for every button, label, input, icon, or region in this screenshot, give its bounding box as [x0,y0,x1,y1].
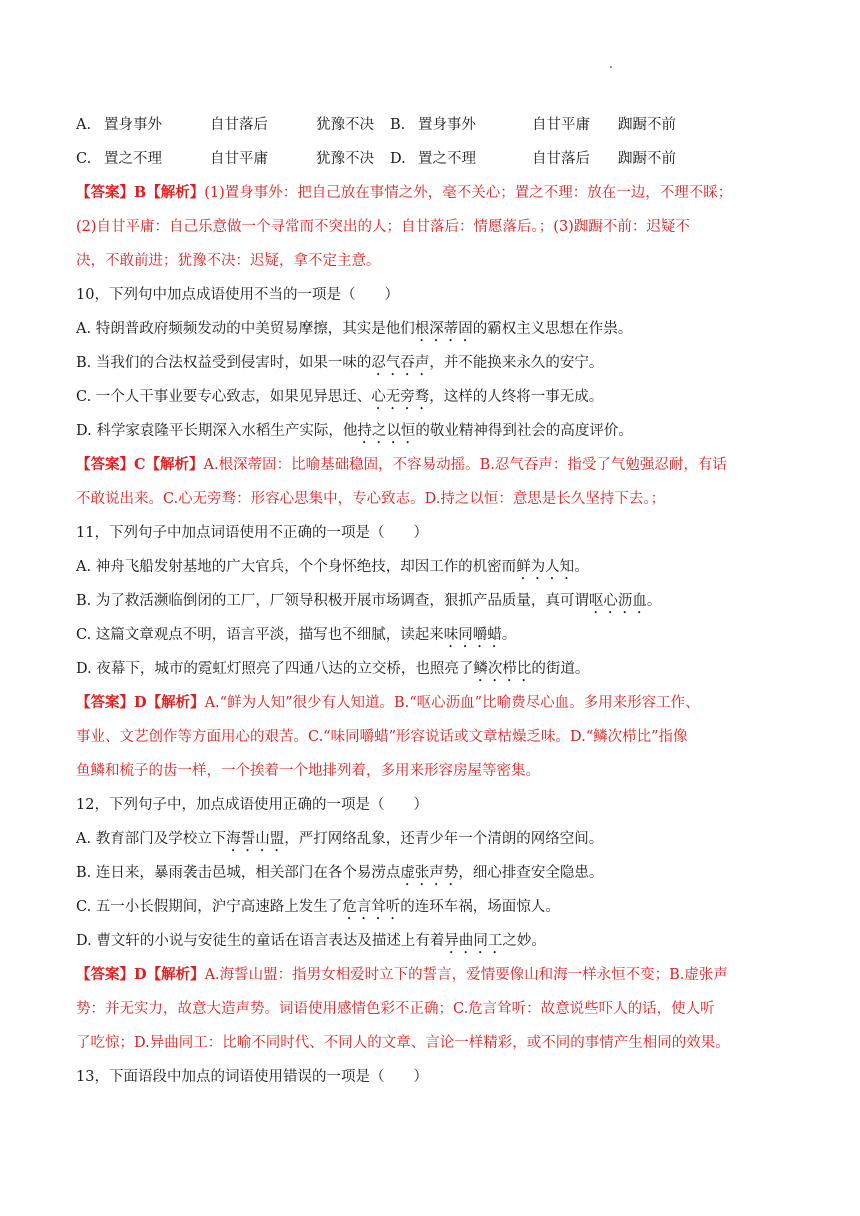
option-label-d: D. [390,151,406,167]
option-text: D. 夜幕下，城市的霓虹灯照亮了四通八达的立交桥，也照亮了 [76,661,474,677]
option-text: ，这样的人终将一事无成。 [429,389,604,405]
option-text: 的连环车祸，场面惊人。 [400,899,560,915]
q11-option-d [76,652,790,686]
answer-text: A.根深蒂固：比喻基础稳固，不容易动摇。B.忍气吞声：指受了气勉强忍耐，有话 [203,457,727,473]
option-text: 。 [574,559,589,575]
q9-answer-line2: (2)自甘平庸：自己乐意做一个寻常而不突出的人；自甘落后：情愿落后。；(3)踟蹰不前：迟疑不 [76,219,690,235]
answer-tag: 【答案】D【解析】 [76,966,205,983]
q10-option-c [76,380,790,414]
option-label-b: B. [390,117,406,133]
option-text: C. 这篇文章观点不明，语言平淡，描写也不细腻，读起来 [76,627,444,643]
dotted-idiom: 虚张声势 [400,865,459,881]
q10-stem: 10，下列句中加点成语使用不当的一项是（ ） [76,287,399,303]
option-c-word1: 置之不理 [104,151,162,167]
option-text: B. 连日来，暴雨袭击邑城，相关部门在各个易涝点 [76,865,401,881]
dotted-idiom: 忍气吞声 [371,355,430,371]
dotted-idiom: 危言耸听 [342,899,401,915]
q12-answer-line1 [76,958,790,992]
dotted-idiom: 鲜为人知 [516,559,575,575]
q12-answer-line2: 势：并无实力，故意大造声势。词语使用感情色彩不正确；C.危言耸听：故意说些吓人的话，使人听 [76,1001,715,1017]
dotted-idiom: 鳞次栉比 [473,661,532,677]
option-text: D. 曹文轩的小说与安徒生的童话在语言表达及描述上有着 [76,933,445,949]
answer-text: (1)置身事外：把自己放在事情之外，毫不关心；置之不理：放在一边，不理不睬； [204,185,733,201]
content-area [76,108,790,1094]
q11-option-b [76,584,790,618]
dotted-idiom: 呕心沥血 [588,593,647,609]
q9-options-row2 [76,142,790,176]
option-text: A. 教育部门及学校立下 [76,831,227,847]
option-text: 之妙。 [502,933,546,949]
dotted-idiom: 海誓山盟 [226,831,285,847]
q12-option-a [76,822,790,856]
option-b-word3: 踟蹰不前 [618,117,676,133]
dotted-idiom: 心无旁骛 [371,389,430,405]
q10-answer-line1 [76,448,790,482]
q11-answer-line2: 事业、文艺创作等方面用心的艰苦。C.“味同嚼蜡”形容说话或文章枯燥乏味。D.“鳞次栉比”指像 [76,729,688,745]
q12-option-b [76,856,790,890]
option-text: 的敬业精神得到社会的高度评价。 [415,423,633,439]
q12-answer-line3: 了吃惊；D.异曲同工：比喻不同时代、不同人的文章、言论一样精彩，或不同的事情产生相同的效果。 [76,1035,730,1051]
option-text: 的霸权主义思想在作祟。 [472,321,633,337]
option-text: 。 [646,593,662,609]
answer-text: A.海誓山盟：指男女相爱时立下的誓言，爱情要像山和海一样永恒不变；B.虚张声 [204,967,728,983]
option-a-word1: 置身事外 [104,117,162,133]
dotted-idiom: 持之以恒 [357,423,416,439]
answer-tag: 【答案】C【解析】 [76,456,204,473]
dotted-idiom: 味同嚼蜡 [443,627,502,643]
answer-tag: 【答案】B【解析】 [76,184,205,201]
option-a-word3: 犹豫不决 [316,117,374,133]
answer-tag: 【答案】D【解析】 [76,694,205,711]
option-c-word2: 自甘平庸 [210,151,268,167]
option-text: B. 为了救活濒临倒闭的工厂，厂领导积极开展市场调查，狠抓产品质量，真可谓 [76,593,589,609]
option-text: C. 一个人干事业要专心致志，如果见异思迁、 [76,389,372,405]
option-d-word1: 置之不理 [418,151,476,167]
option-a-word2: 自甘落后 [210,117,268,133]
q10-option-d [76,414,790,448]
answer-text: A.“鲜为人知”很少有人知道。B.“呕心沥血”比喻费尽心血。多用来形容工作、 [204,695,700,711]
q9-answer-line3: 决，不敢前进；犹豫不决：迟疑，拿不定主意。 [76,253,381,269]
option-label-a: A. [76,117,92,133]
dotted-idiom: 根深蒂固 [414,321,473,337]
q12-option-c [76,890,790,924]
q10-answer-line2: 不敢说出来。C.心无旁骛：形容心思集中，专心致志。D.持之以恒：意思是长久坚持下去。； [76,491,666,507]
option-c-word3: 犹豫不决 [316,151,374,167]
option-text: B. 当我们的合法权益受到侵害时，如果一味的 [76,355,372,371]
q11-option-a [76,550,790,584]
option-d-word3: 踟蹰不前 [618,151,676,167]
option-text: ，细心排查安全隐患。 [458,865,604,881]
q10-option-b [76,346,790,380]
q10-option-a [76,312,790,346]
option-text: D. 科学家袁隆平长期深入水稻生产实际，他 [76,423,358,439]
option-text: ，严打网络乱象，还青少年一个清朗的网络空间。 [284,831,604,847]
q12-option-d [76,924,790,958]
option-text: A. 神舟飞船发射基地的广大官兵，个个身怀绝技，却因工作的机密而 [76,559,517,575]
option-text: 。 [501,627,517,643]
q11-option-c [76,618,790,652]
q11-answer-line1 [76,686,790,720]
option-b-word1: 置身事外 [418,117,476,133]
q11-answer-line3: 鱼鳞和梳子的齿一样，一个挨着一个地排列着，多用来形容房屋等密集。 [76,763,540,779]
option-text: ，并不能换来永久的安宁。 [429,355,604,371]
option-b-word2: 自甘平庸 [532,117,590,133]
q9-options-row1 [76,108,790,142]
option-text: 的街道。 [531,661,590,677]
header-dot [610,66,612,68]
q13-stem: 13，下面语段中加点的词语使用错误的一项是（ ） [76,1069,428,1085]
option-d-word2: 自甘落后 [532,151,590,167]
option-label-c: C. [76,151,92,167]
option-text: C. 五一小长假期间，沪宁高速路上发生了 [76,899,343,915]
q12-stem: 12，下列句子中，加点成语使用正确的一项是（ ） [76,797,428,813]
option-text: A. 特朗普政府频频发动的中美贸易摩擦，其实是他们 [76,321,415,337]
dotted-idiom: 异曲同工 [444,933,503,949]
q11-stem: 11，下列句子中加点词语使用不正确的一项是（ ） [76,525,428,541]
q9-answer-line1 [76,176,790,210]
